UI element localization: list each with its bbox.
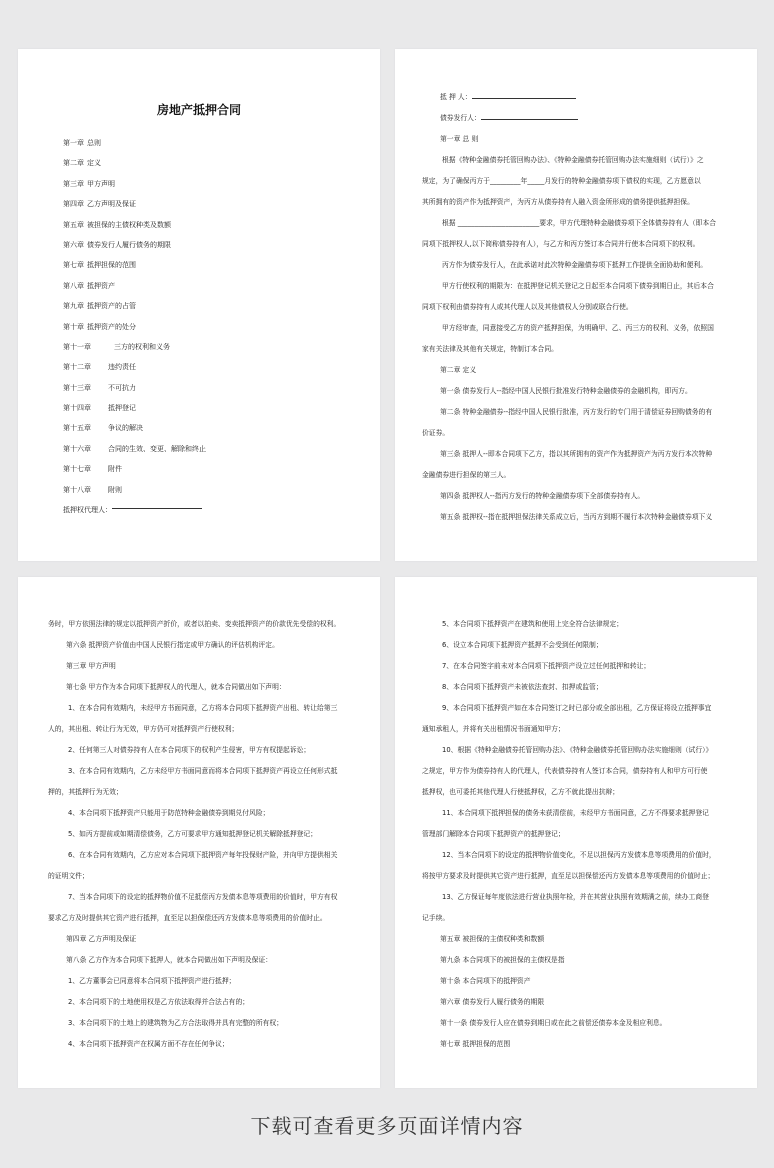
toc-item: 第十章 抵押资产的处分 [63,322,136,331]
contract-page-2 [395,49,757,561]
paragraph-line: 第八条 乙方作为本合同项下抵押人，就本合同做出如下声明及保证： [66,956,273,964]
paragraph-line: 人的，其出租、转让行为无效，甲方仍可对抵押资产行使权利； [48,725,239,733]
paragraph-line: 第一条 债券发行人--指经中国人民银行批准发行特种金融债券的金融机构，即丙方。 [440,387,692,395]
paragraph-line: 家有关法律及其他有关规定，特制订本合同。 [422,345,558,353]
paragraph-line: 第六条 抵押资产价值由中国人民银行指定或甲方确认的评估机构评定。 [66,641,279,649]
section-heading: 第四章 乙方声明及保证 [66,935,137,943]
paragraph-line: 同项下抵押权人,以下简称债券持有人），与乙方和丙方签订本合同并行使本合同项下的权利。 [422,240,700,248]
paragraph-line: 根据《特种金融债券托管回购办法》、《特种金融债券托管回购办法实施细则（试行）》之 [442,156,704,164]
download-more-caption: 下载可查看更多页面详情内容 [250,1114,524,1138]
section-heading: 第二章 定义 [440,366,477,374]
toc-item: 第十二章 违约责任 [63,363,136,372]
paragraph-line: 6、设立本合同项下抵押资产抵押不会受到任何限制； [442,641,603,649]
paragraph-line: 9、本合同项下抵押资产如在本合同签订之时已部分或全部出租，乙方保证将设立抵押事宜 [442,704,712,712]
paragraph-line: 第五条 抵押权--指在抵押担保法律关系成立后，当丙方到期不履行本次特种金融债券项下义 [440,513,713,521]
paragraph-line: 其所拥有的资产作为抵押资产，为丙方从债券持有人融入资金所形成的债务提供抵押担保。 [422,198,694,206]
paragraph-line: 押的，其抵押行为无效； [48,788,123,796]
mortgagor-field: 抵 押 人： [422,87,733,108]
paragraph-line: 5、如丙方提前或如期清偿债务，乙方可要求甲方通知抵押登记机关解除抵押登记； [68,830,318,838]
paragraph-line: 第三条 抵押人--即本合同项下乙方，指以其所拥有的资产作为抵押资产为丙方发行本次特种 [440,450,713,458]
toc-item: 第八章 抵押资产 [63,281,115,290]
toc-item: 第七章 抵押担保的范围 [63,261,136,270]
paragraph-line: 第七条 甲方作为本合同项下抵押权人的代理人，就本合同做出如下声明： [66,683,286,691]
section-heading: 第五章 被担保的主债权种类和数额 [440,935,545,943]
page-3-body [48,614,356,1055]
agent-signature-line: 抵押权代理人： [63,500,363,520]
paragraph-line: 第十条 本合同项下的抵押资产 [440,977,531,985]
contract-page-1 [18,49,380,561]
paragraph-line: 甲方经审查，同意接受乙方的资产抵押担保，为明确甲、乙、丙三方的权利、义务，依照国 [442,324,714,332]
paragraph-line: 务时，甲方依照法律的规定以抵押资产折价，或者以拍卖、变卖抵押资产的价款优先受偿的权利。 [48,620,341,628]
paragraph-line: 4、本合同项下抵押资产在权属方面不存在任何争议； [68,1040,229,1048]
paragraph-line: 金融债券进行担保的第三人。 [422,471,511,479]
paragraph-line: 1、乙方董事会已同意将本合同项下抵押资产进行抵押； [68,977,236,985]
paragraph-line: 6、在本合同有效期内，乙方应对本合同项下抵押资产每年投保财产险，并向甲方提供相关 [68,851,338,859]
toc-item: 第五章 被担保的主债权种类及数额 [63,220,171,229]
paragraph-line: 的证明文件； [48,872,89,880]
paragraph-line: 将按甲方要求及时提供其它资产进行抵押，直至足以担保偿还丙方发债本息等项费用的价值时止； [422,872,715,880]
paragraph-line: 7、当本合同项下的设定的抵押物价值不足抵偿丙方发债本息等项费用的价值时，甲方有权 [68,893,338,901]
toc-item: 第十四章 抵押登记 [63,404,136,413]
toc-item: 第三章 甲方声明 [63,179,115,188]
issuer-field: 债券发行人： [422,108,733,129]
paragraph-line: 之规定，甲方作为债券持有人的代理人，代表债券持有人签订本合同，债券持有人和甲方可行使 [422,767,708,775]
contract-title: 房地产抵押合同 [156,103,241,117]
paragraph-line: 3、在本合同有效期内，乙方未经甲方书面同意而将本合同项下抵押资产再设立任何形式抵 [68,767,338,775]
toc-item: 第四章 乙方声明及保证 [63,200,136,209]
toc-item: 第六章 债券发行人履行债务的期限 [63,240,171,249]
toc-item: 第十一章 三方的权利和义务 [63,342,170,351]
paragraph-line: 丙方作为债券发行人，在此承诺对此次特种金融债券项下抵押工作提供全面协助和便利。 [442,261,708,269]
paragraph-line: 第四条 抵押权人--指丙方发行的特种金融债券项下全部债券持有人。 [440,492,645,500]
paragraph-line: 8、本合同项下抵押资产未被依法查封、扣押或监管； [442,683,603,691]
paragraph-line: 记手续。 [422,914,450,922]
paragraph-line: 规定，为了确保丙方于_________年_____月发行的特种金融债券项下债权的实现，乙方愿意以 [422,177,701,185]
paragraph-line: 3、本合同项下的土地上的建筑物为乙方合法取得并具有完整的所有权； [68,1019,284,1027]
toc-item: 第九章 抵押资产的占管 [63,302,136,311]
contract-page-3 [18,577,380,1088]
toc-item: 第十三章 不可抗力 [63,383,136,392]
paragraph-line: 抵押权，也可委托其他代理人行使抵押权，乙方不就此提出抗辩； [422,788,620,796]
toc-item: 第十八章 附则 [63,485,122,494]
section-heading: 第三章 甲方声明 [66,662,116,670]
page-4-body [422,614,733,1055]
toc-item: 第十五章 争议的解决 [63,424,143,433]
paragraph-line: 要求乙方及时提供其它资产进行抵押，直至足以担保偿还丙方发债本息等项费用的价值时止。 [48,914,327,922]
toc-item: 第一章 总则 [63,139,101,147]
paragraph-line: 甲方行使权利的期限为：在抵押登记机关登记之日起至本合同项下债券到期日止，其后本合 [442,282,714,290]
paragraph-line: 1、在本合同有效期内，未经甲方书面同意，乙方将本合同项下抵押资产出租、转让给第三 [68,704,338,712]
section-heading: 第七章 抵押担保的范围 [440,1040,511,1048]
section-heading: 第一章 总 则 [440,135,479,143]
paragraph-line: 通知承租人，并将有关出租情况书面通知甲方； [422,725,565,733]
paragraph-line: 根据 ________________________要求，甲方代理特种金融债券项下全体债券持有人（即本合 [442,219,717,227]
paragraph-line: 5、本合同项下抵押资产在建筑和使用上完全符合法律规定； [442,620,624,628]
paragraph-line: 2、任何第三人对债券持有人在本合同项下的权利产生侵害，甲方有权提起诉讼； [68,746,311,754]
paragraph-line: 第二条 特种金融债券--指经中国人民银行批准，丙方发行的专门用于清偿证券回购债务的有 [440,408,713,416]
paragraph-line: 4、本合同项下抵押资产只能用于防范特种金融债券到期兑付风险； [68,809,270,817]
paragraph-line: 11、本合同项下抵押担保的债务未获清偿前，未经甲方书面同意，乙方不得要求抵押登记 [442,809,709,817]
section-heading: 第六章 债券发行人履行债务的期限 [440,998,545,1006]
toc-item: 第十六章 合同的生效、变更、解除和终止 [63,444,206,453]
paragraph-line: 2、本合同项下的土地使用权是乙方依法取得并合法占有的； [68,998,250,1006]
paragraph-line: 管理部门解除本合同项下抵押资产的抵押登记； [422,830,565,838]
paragraph-line: 同项下权利由债券持有人或其代理人以及其他债权人分别或联合行使。 [422,303,633,311]
table-of-contents [63,133,363,520]
paragraph-line: 第九条 本合同项下的被担保的主债权是指 [440,956,565,964]
paragraph-line: 7、在本合同签字前未对本合同项下抵押资产设立过任何抵押和转让； [442,662,651,670]
paragraph-line: 10、根据《特种金融债券托管回购办法》、《特种金融债券托管回购办法实施细则（试行）》 [442,746,713,754]
paragraph-line: 12、当本合同项下的设定的抵押物价值变化，不足以担保丙方发债本息等项费用的价值时， [442,851,716,859]
paragraph-line: 13、乙方保证每年度依法进行营业执照年检，并在其营业执照有效期满之前，续办工商登 [442,893,709,901]
paragraph-line: 价证券。 [422,429,450,437]
page-2-body [422,87,733,528]
contract-page-4 [395,577,757,1088]
paragraph-line: 第十一条 债券发行人应在债券到期日或在此之前偿还债券本金及相应利息。 [440,1019,667,1027]
toc-item: 第二章 定义 [63,159,101,168]
toc-item: 第十七章 附件 [63,465,122,474]
